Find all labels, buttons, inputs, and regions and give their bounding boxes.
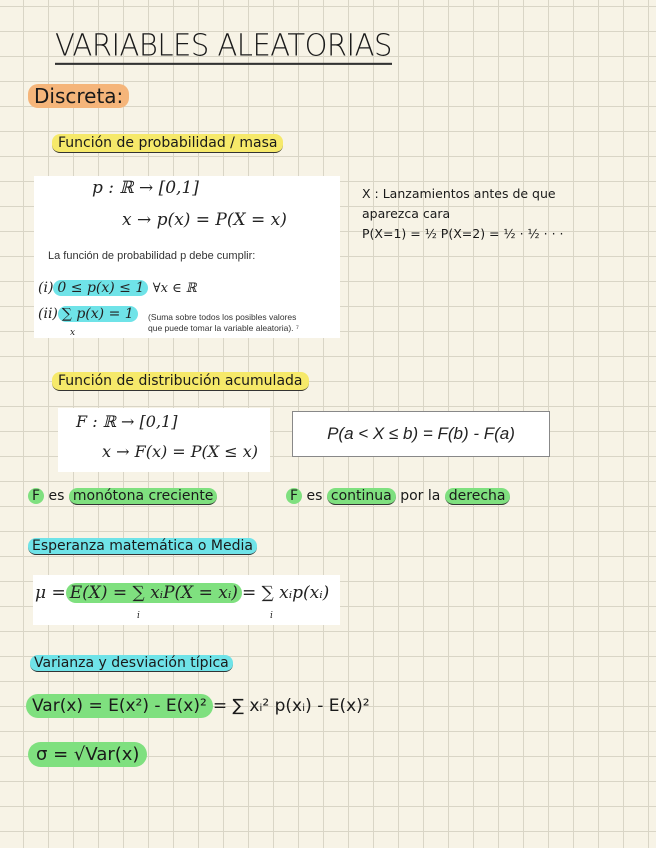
esperanza-ex: E(X) = ∑ xᵢP(X = xᵢ) [66, 583, 242, 603]
sum-index-2: i [270, 611, 273, 621]
sum-index-1: i [137, 611, 140, 621]
prop-continuous [286, 488, 510, 504]
cdf-def-line1: F : ℝ → [0,1] [76, 412, 178, 431]
cond2-note-line2: que puede tomar la variable aleatoria). ⁷ [148, 323, 299, 333]
cond2-note [148, 312, 299, 334]
prop2-highlight2: derecha [445, 488, 510, 505]
prob-def-line2: x → p(x) = P(X = x) [122, 210, 287, 230]
page-title: VARIABLES ALEATORIAS [55, 27, 392, 65]
prob-cond2 [38, 306, 138, 322]
esperanza-card [33, 575, 340, 625]
cond2-formula: ∑ p(x) = 1 [58, 306, 138, 322]
varianza-heading: Varianza y desviación típica [30, 655, 233, 672]
sigma-formula [28, 744, 147, 765]
esperanza-rest: = ∑ xᵢp(xᵢ) [241, 583, 330, 603]
variance-formula-hl: Var(x) = E(x²) - E(x)² [26, 694, 213, 718]
example-line1: X : Lanzamientos antes de que [362, 186, 556, 201]
cdf-def-line2: x → F(x) = P(X ≤ x) [102, 442, 259, 461]
example-note [362, 184, 563, 244]
discreta-label: Discreta: [28, 84, 129, 108]
cdf-heading-wrap [52, 373, 309, 389]
prob-function-card [34, 176, 340, 338]
prob-def-line1: p : ℝ → [0,1] [92, 178, 199, 198]
example-line3: P(X=1) = ½ P(X=2) = ½ · ½ · · · [362, 226, 564, 241]
cond1-formula: 0 ≤ p(x) ≤ 1 [53, 280, 148, 296]
sigma-formula-hl: σ = √Var(x) [28, 742, 147, 767]
cond2-prefix: (ii) [38, 306, 58, 322]
mu-symbol: μ = [35, 583, 66, 603]
varianza-heading-wrap [30, 655, 233, 671]
prop1-es: es [48, 488, 65, 504]
esperanza-heading-wrap [28, 538, 257, 554]
prop2-F: F [286, 488, 302, 504]
prop2-highlight1: continua [327, 488, 396, 505]
variance-formula [26, 696, 370, 716]
cdf-interval-box [292, 411, 550, 457]
cond1-prefix: (i) [38, 280, 54, 296]
prop1-F: F [28, 488, 44, 504]
esperanza-formula [35, 583, 329, 603]
prob-heading-wrap [52, 135, 283, 151]
section-label-discreta [28, 84, 129, 108]
cond2-sub: x [70, 328, 76, 338]
prop-monotone [28, 488, 217, 504]
cdf-interval-formula: P(a < X ≤ b) = F(b) - F(a) [327, 424, 515, 443]
cond2-note-line1: (Suma sobre todos los posibles valores [148, 312, 297, 322]
cond1-suffix: ∀x ∈ ℝ [152, 281, 197, 296]
prop2-mid: por la [400, 488, 441, 504]
prop2-es: es [306, 488, 323, 504]
prop1-highlight: monótona creciente [69, 488, 218, 505]
example-line2: aparezca cara [362, 206, 451, 221]
cdf-card [58, 408, 270, 472]
variance-formula-rest: = ∑ xᵢ² p(xᵢ) - E(x)² [212, 696, 370, 716]
cond2-note-mark: ⁷ [295, 323, 299, 333]
cdf-heading: Función de distribución acumulada [52, 372, 309, 391]
esperanza-heading: Esperanza matemática o Media [28, 538, 257, 555]
prob-cond1 [38, 280, 197, 296]
prob-heading: Función de probabilidad / masa [52, 134, 283, 153]
prob-must-text: La función de probabilidad p debe cumplir: [48, 250, 256, 262]
